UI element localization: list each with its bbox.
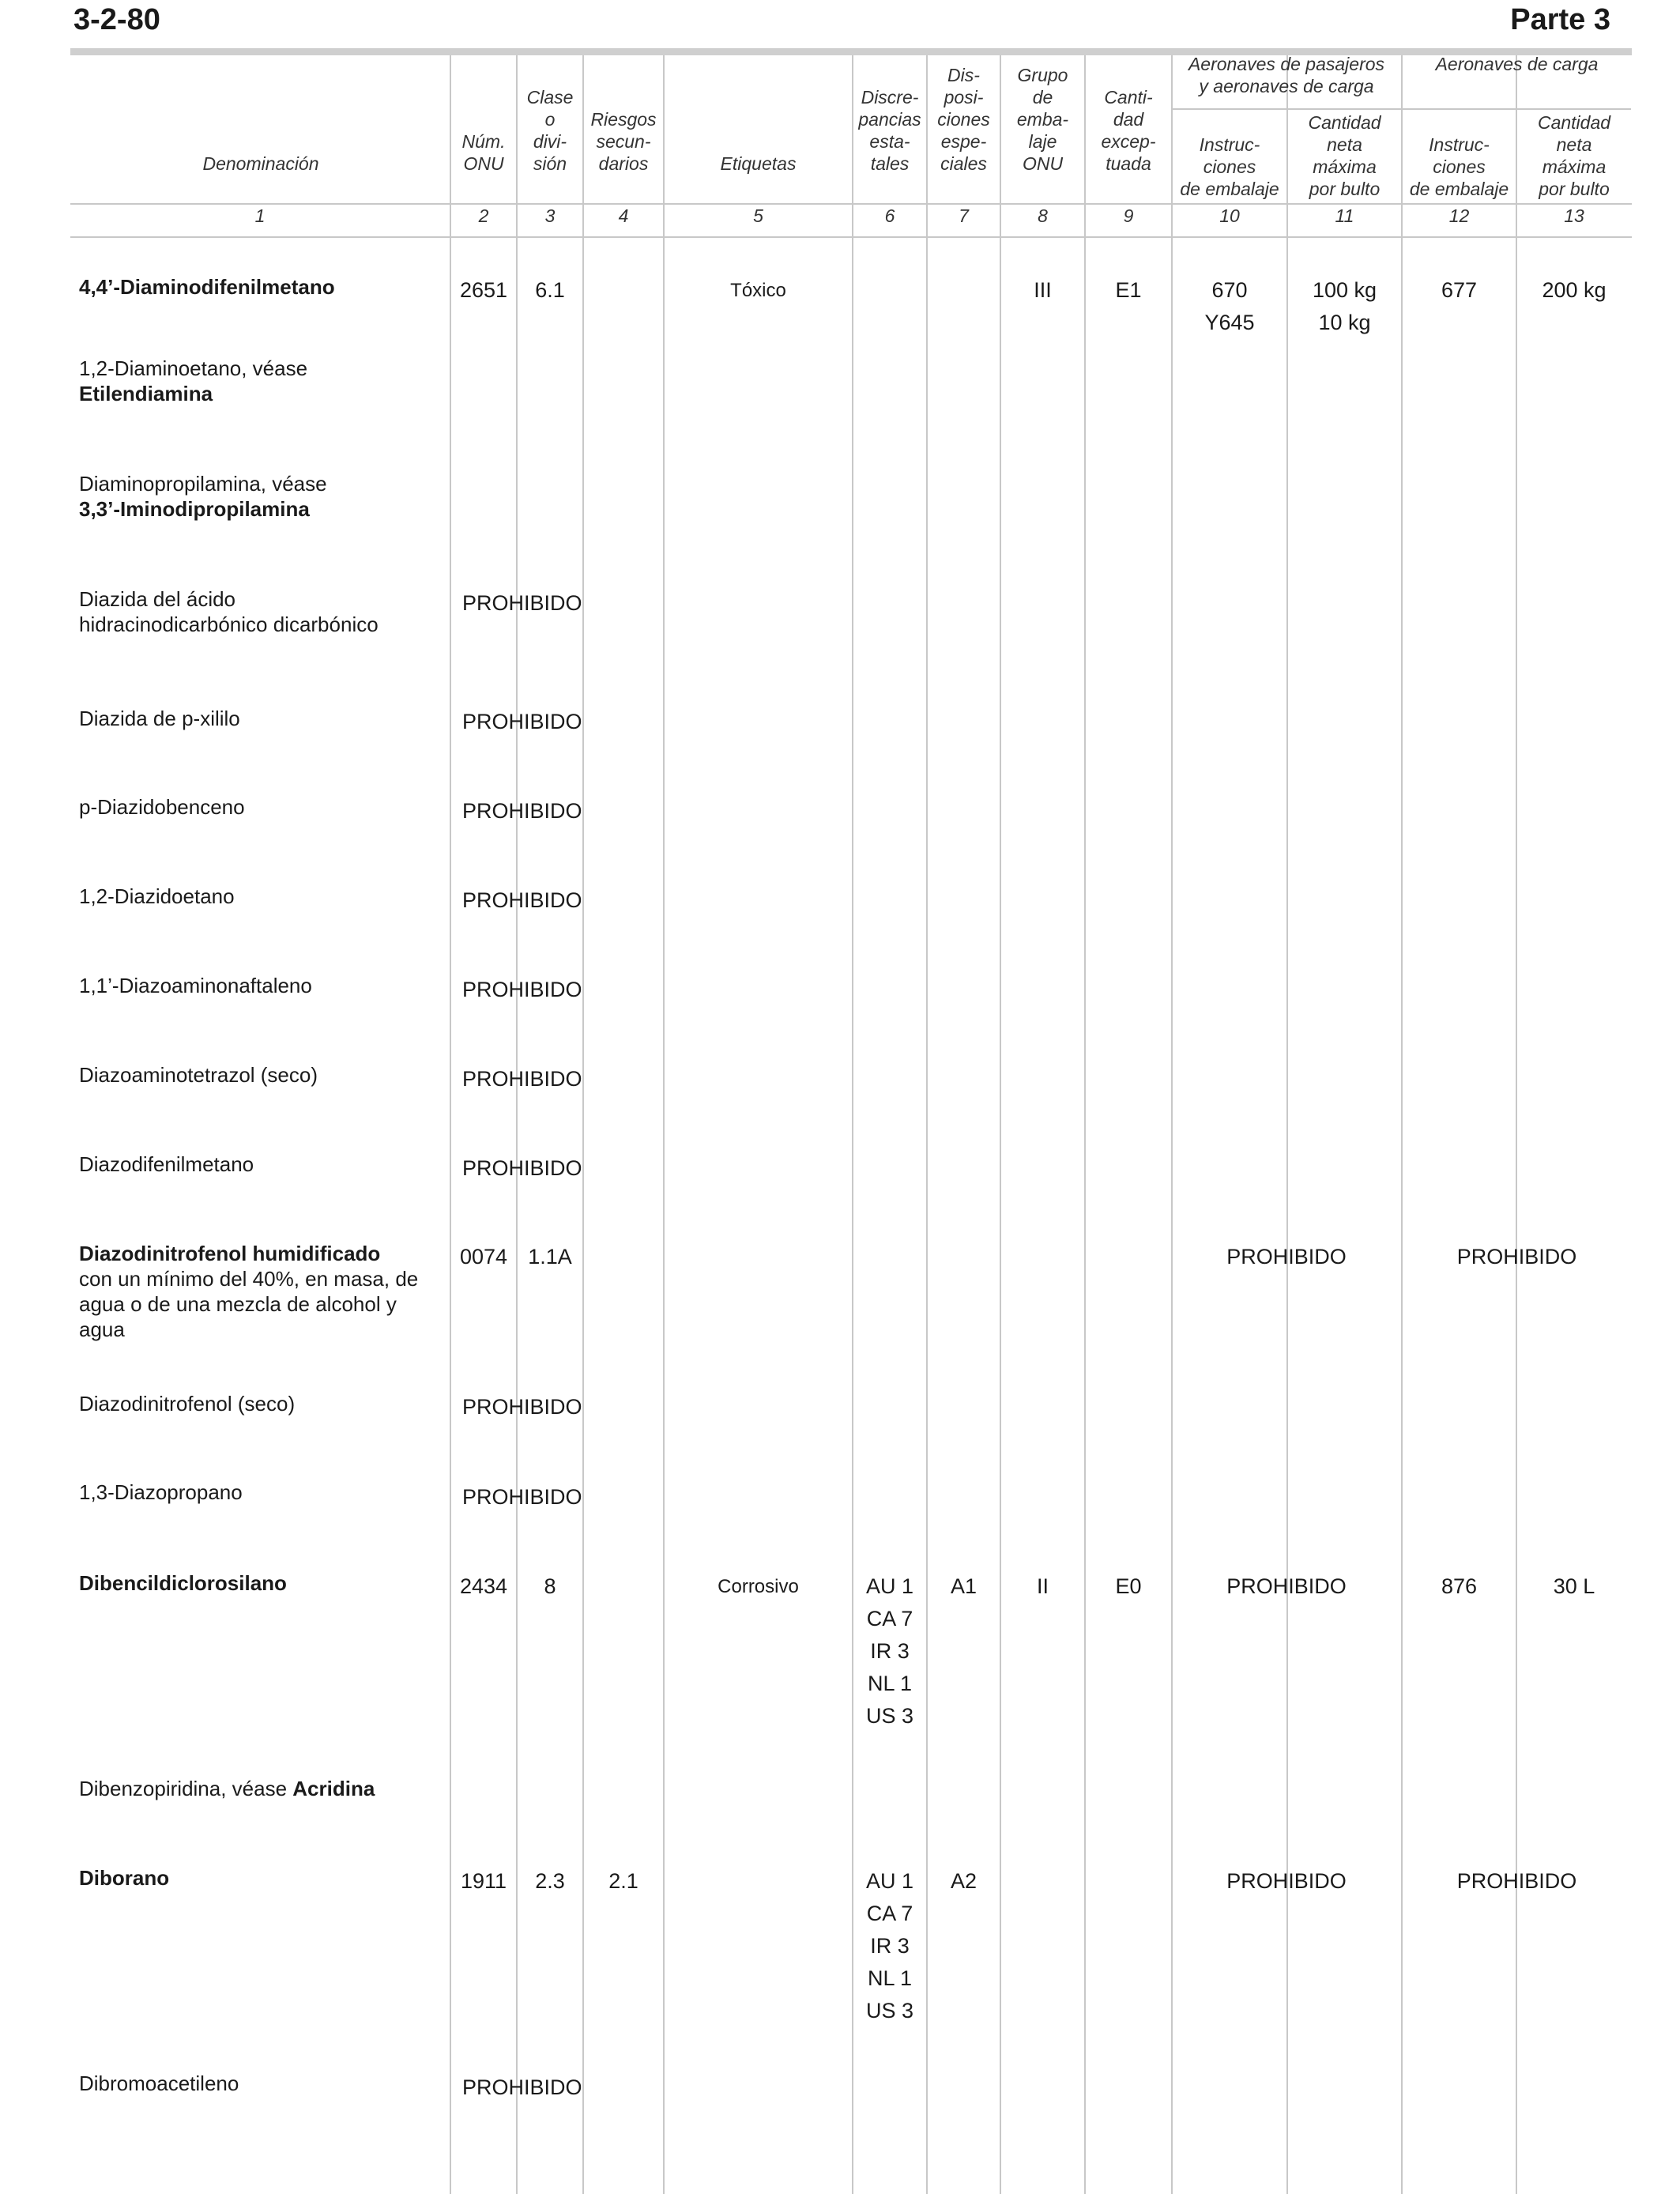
entry-name (79, 471, 450, 522)
entry-name-text: 1,2-Diaminoetano, véase (79, 356, 308, 380)
prohibited-marker: PROHIBIDO (462, 888, 582, 912)
un-number: 0074 (459, 1245, 508, 1269)
hazard-class: 1.1A (528, 1245, 572, 1269)
col-header-riesgos: Riesgos secun- darios (590, 109, 657, 174)
special-provisions: A2 (950, 1869, 977, 1893)
state-variations: AU 1 CA 7 IR 3 NL 1 US 3 (865, 1574, 914, 1728)
entry-reference: Acridina (292, 1777, 375, 1800)
passenger-prohibited: PROHIBIDO (1226, 1869, 1347, 1893)
entry-name: Diazida del ácido hidracinodicarbónico dicarbónico (79, 587, 379, 636)
entry-name-text: Diaminopropilamina, véase (79, 472, 327, 496)
state-variations: AU 1 CA 7 IR 3 NL 1 US 3 (865, 1869, 914, 2022)
entry-reference: Etilendiamina (79, 382, 213, 405)
prohibited-marker: PROHIBIDO (462, 1485, 582, 1509)
entry-name (79, 356, 450, 406)
prohibited-marker: PROHIBIDO (462, 978, 582, 1001)
col-header-etiquetas: Etiquetas (720, 153, 797, 174)
prohibited-marker: PROHIBIDO (462, 1156, 582, 1180)
entry-name-bold: Diazodinitrofenol humidificado (79, 1242, 381, 1265)
column-divider (1084, 55, 1086, 2194)
column-number: 13 (1564, 205, 1584, 226)
group-header-divider (1171, 108, 1631, 110)
hazard-label: Tóxico (730, 280, 786, 301)
max-quantity-cargo: 30 L (1553, 1574, 1595, 1598)
col-header-denominacion: Denominación (202, 153, 319, 174)
packing-group: II (1036, 1574, 1049, 1598)
col-header-discrepancias: Discre- pancias esta- tales (858, 87, 921, 174)
col-header-grupo: Grupo de emba- laje ONU (1016, 65, 1069, 174)
column-number: 1 (254, 205, 266, 226)
entry-name: Dibromoacetileno (79, 2071, 239, 2095)
passenger-prohibited: PROHIBIDO (1226, 1245, 1347, 1269)
col-header-instrucciones-carga: Instruc- ciones de embalaje (1409, 134, 1509, 199)
entry-name: 1,1’-Diazoaminonaftaleno (79, 974, 312, 997)
entry-name: Diazoaminotetrazol (seco) (79, 1063, 318, 1087)
entry-name-bold: Dibencildiclorosilano (79, 1571, 287, 1595)
page-header (73, 3, 1610, 49)
packing-group: III (1034, 278, 1052, 302)
col-header-cantidad-exceptuada: Canti- dad excep- tuada (1101, 87, 1156, 174)
entry-name-text: Dibenzopiridina, véase (79, 1777, 288, 1800)
prohibited-marker: PROHIBIDO (462, 2075, 582, 2099)
column-number-divider (70, 236, 1632, 238)
entry-name (79, 1776, 450, 1801)
column-divider (1000, 55, 1001, 2194)
column-number: 3 (544, 205, 556, 226)
entry-name: Diazodifenilmetano (79, 1152, 254, 1176)
prohibited-marker: PROHIBIDO (462, 1067, 582, 1091)
hazard-class: 2.3 (535, 1869, 565, 1893)
part-label: Parte 3 (1510, 3, 1610, 36)
col-header-carga-group: Aeronaves de carga (1435, 54, 1599, 74)
entry-name-text: con un mínimo del 40%, en masa, de agua o de una mezcla de alcohol y agua (79, 1267, 419, 1341)
prohibited-marker: PROHIBIDO (462, 1395, 582, 1419)
column-number: 9 (1123, 205, 1134, 226)
col-header-cantidad-carga: Cantidad neta máxima por bulto (1537, 112, 1611, 199)
col-header-clase: Clase o divi- sión (526, 87, 574, 174)
column-number: 2 (478, 205, 489, 226)
prohibited-marker: PROHIBIDO (462, 799, 582, 823)
column-number: 8 (1038, 205, 1048, 226)
max-quantity-cargo: 200 kg (1542, 278, 1607, 302)
entry-name-bold: 4,4’-Diaminodifenilmetano (79, 275, 335, 299)
col-header-num-onu: Núm. ONU (461, 131, 506, 174)
entry-name (79, 274, 450, 300)
entry-name: 1,3-Diazopropano (79, 1480, 243, 1504)
packing-instruction-cargo: 677 (1441, 278, 1478, 302)
packing-instruction-passenger: 670 Y645 (1204, 278, 1255, 334)
excepted-quantity: E1 (1115, 278, 1142, 302)
subsidiary-risk: 2.1 (608, 1869, 638, 1893)
col-header-disposiciones: Dis- posi- ciones espe- ciales (937, 65, 990, 174)
column-number: 4 (618, 205, 629, 226)
entry-name (79, 1241, 446, 1342)
un-number: 2434 (459, 1574, 508, 1598)
max-quantity-passenger: 100 kg 10 kg (1312, 278, 1377, 334)
un-number: 2651 (459, 278, 508, 302)
un-number: 1911 (460, 1869, 507, 1893)
cargo-prohibited: PROHIBIDO (1456, 1869, 1577, 1893)
col-header-pasajeros-group: Aeronaves de pasajeros y aeronaves de carga (1188, 54, 1385, 96)
entry-name: Diazodinitrofenol (seco) (79, 1392, 296, 1416)
entry-name: p-Diazidobenceno (79, 795, 245, 819)
entry-name (79, 1865, 450, 1891)
entry-name: Diazida de p-xililo (79, 707, 240, 730)
column-number: 12 (1448, 205, 1470, 226)
column-number: 7 (959, 205, 969, 226)
hazard-class: 8 (544, 1574, 556, 1598)
cargo-prohibited: PROHIBIDO (1456, 1245, 1577, 1269)
entry-reference: 3,3’-Iminodipropilamina (79, 497, 310, 521)
prohibited-marker: PROHIBIDO (462, 591, 582, 615)
column-number: 11 (1335, 205, 1354, 226)
col-header-instrucciones-pasajeros: Instruc- ciones de embalaje (1180, 134, 1279, 199)
page-code: 3-2-80 (73, 3, 160, 36)
hazard-label: Corrosivo (718, 1576, 799, 1597)
prohibited-marker: PROHIBIDO (462, 710, 582, 733)
packing-instruction-cargo: 876 (1441, 1574, 1478, 1598)
column-number: 10 (1219, 205, 1240, 226)
column-divider (663, 55, 665, 2194)
column-number: 5 (753, 205, 763, 226)
entry-name: 1,2-Diazidoetano (79, 884, 235, 908)
header-divider (70, 203, 1632, 205)
entry-name (79, 1570, 450, 1596)
col-header-cantidad-pasajeros: Cantidad neta máxima por bulto (1308, 112, 1381, 199)
special-provisions: A1 (950, 1574, 977, 1598)
passenger-prohibited: PROHIBIDO (1226, 1574, 1347, 1598)
entry-name-bold: Diborano (79, 1866, 170, 1890)
hazard-class: 6.1 (535, 278, 565, 302)
excepted-quantity: E0 (1115, 1574, 1142, 1598)
column-number: 6 (884, 205, 895, 226)
